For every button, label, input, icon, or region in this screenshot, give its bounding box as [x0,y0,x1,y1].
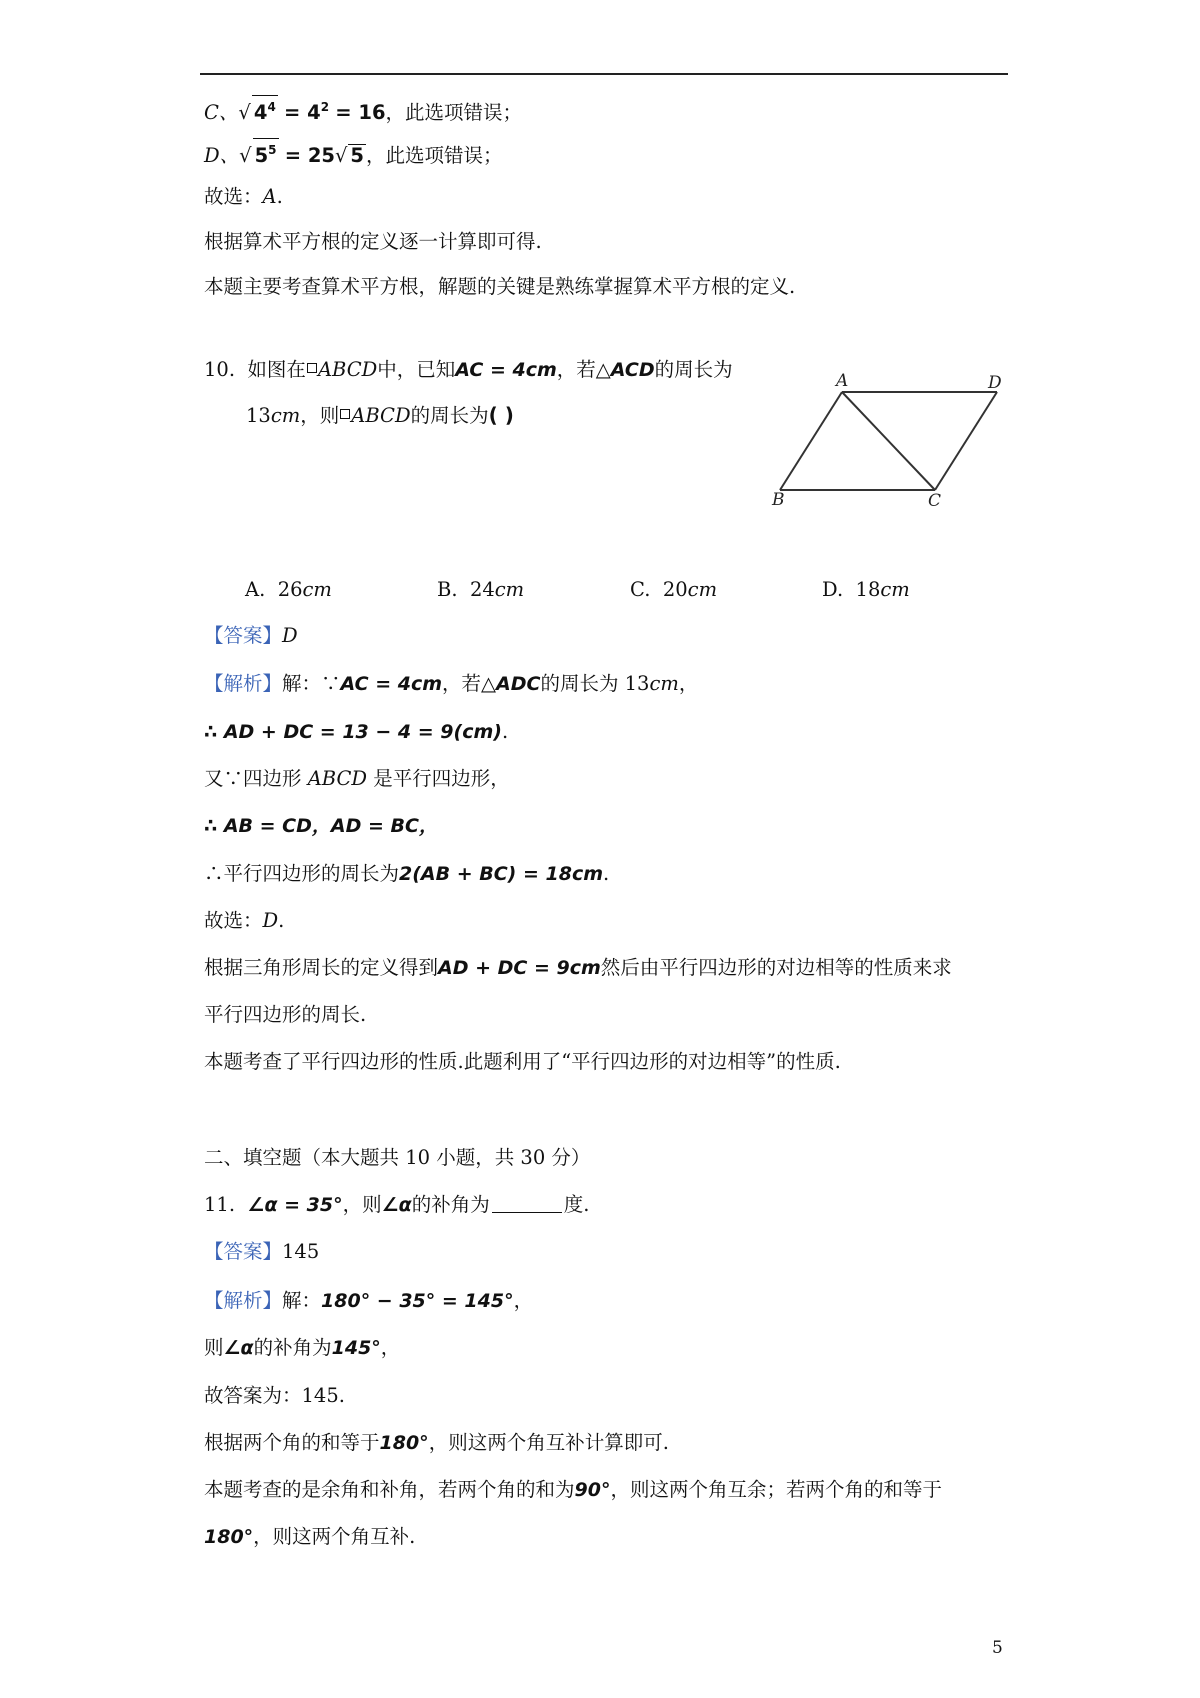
q10-basis-line2: 平行四边形的周长. [204,1003,367,1026]
q10-review-line: 本题考查了平行四边形的性质.此题利用了“平行四边形的对边相等”的性质. [204,1050,841,1073]
parallelogram-figure [760,370,1020,510]
q11-analysis-line2: 则∠α的补角为145°， [204,1336,401,1359]
q10-analysis-line5: ∴平行四边形的周长为2(AB + BC) = 18cm. [204,862,610,885]
section-2-heading: 二、填空题（本大题共 10 小题，共 30 分） [204,1146,591,1169]
vertex-label-b: B [772,490,785,510]
q10-basis-line1: 根据三角形周长的定义得到AD + DC = 9cm然后由平行四边形的对边相等的性质来求 [204,956,952,979]
q10-option-a: A. 26cm [245,578,332,601]
q10-option-c: C. 20cm [630,578,718,601]
basis-line-9: 根据算术平方根的定义逐一计算即可得. [204,230,542,253]
answer-tag: 【答案】 [204,624,283,647]
answer-tag: 【答案】 [204,1240,283,1263]
q10-choose-line: 故选：D. [204,909,285,932]
analysis-tag: 【解析】 [204,672,283,695]
q11-review-line2: 180°，则这两个角互补. [204,1525,416,1548]
q10-option-d: D. 18cm [822,578,910,601]
option-d-line: D、√ $5^5 = 25√$ 5 ，此选项错误； [204,138,503,170]
q10-answer-line: 【答案】D [204,624,298,647]
q11-basis-line: 根据两个角的和等于180°，则这两个角互补计算即可. [204,1431,669,1454]
vertex-label-a: A [836,371,849,391]
q10-analysis-line4: ∴ AB = CD，AD = BC， [204,815,438,837]
parallelogram-symbol [307,363,317,373]
q10-analysis-line1: 【解析】解：∵AC = 4cm，若△ADC的周长为 13cm， [204,672,699,695]
sqrt-sign: √ [239,144,252,167]
diagonal-ac [842,392,935,490]
q10-option-b: B. 24cm [437,578,525,601]
side-dc [935,392,997,490]
q11-review-line1: 本题考查的是余角和补角，若两个角的和为90°，则这两个角互余；若两个角的和等于 [204,1478,942,1501]
side-ab [780,392,842,490]
q11-analysis-line1: 【解析】解：180° − 35° = 145°， [204,1289,534,1312]
sqrt-sign: √ [238,101,251,124]
q11-stem-line: 11. ∠α = 35°，则∠α的补角为 度. [204,1193,590,1216]
q10-stem-line1: 10. 如图在 ABCD中，已知AC = 4cm，若△ACD的周长为 [204,358,733,381]
choose-line-9: 故选：A. [204,185,283,208]
q10-analysis-line3: 又∵四边形 ABCD 是平行四边形， [204,767,510,790]
review-line-9: 本题主要考查算术平方根，解题的关键是熟练掌握算术平方根的定义. [204,275,796,298]
answer-blank [492,1192,562,1213]
q10-analysis-line2: ∴ AD + DC = 13 − 4 = 9(cm). [204,720,509,743]
parallelogram-symbol [340,409,350,419]
option-c-line: C、√ $4^4 = 4^2 = 16$，此选项错误； [204,93,522,127]
page-number: 5 [992,1638,1003,1658]
vertex-label-d: D [988,373,1002,393]
q11-answer-line: 【答案】145 [204,1240,320,1263]
vertex-label-c: C [928,491,942,510]
q10-stem-line2: 13cm，则 ABCD的周长为( ) [246,403,514,427]
analysis-tag: 【解析】 [204,1289,283,1312]
q11-analysis-line3: 故答案为：145. [204,1384,345,1407]
header-rule [200,73,1008,75]
